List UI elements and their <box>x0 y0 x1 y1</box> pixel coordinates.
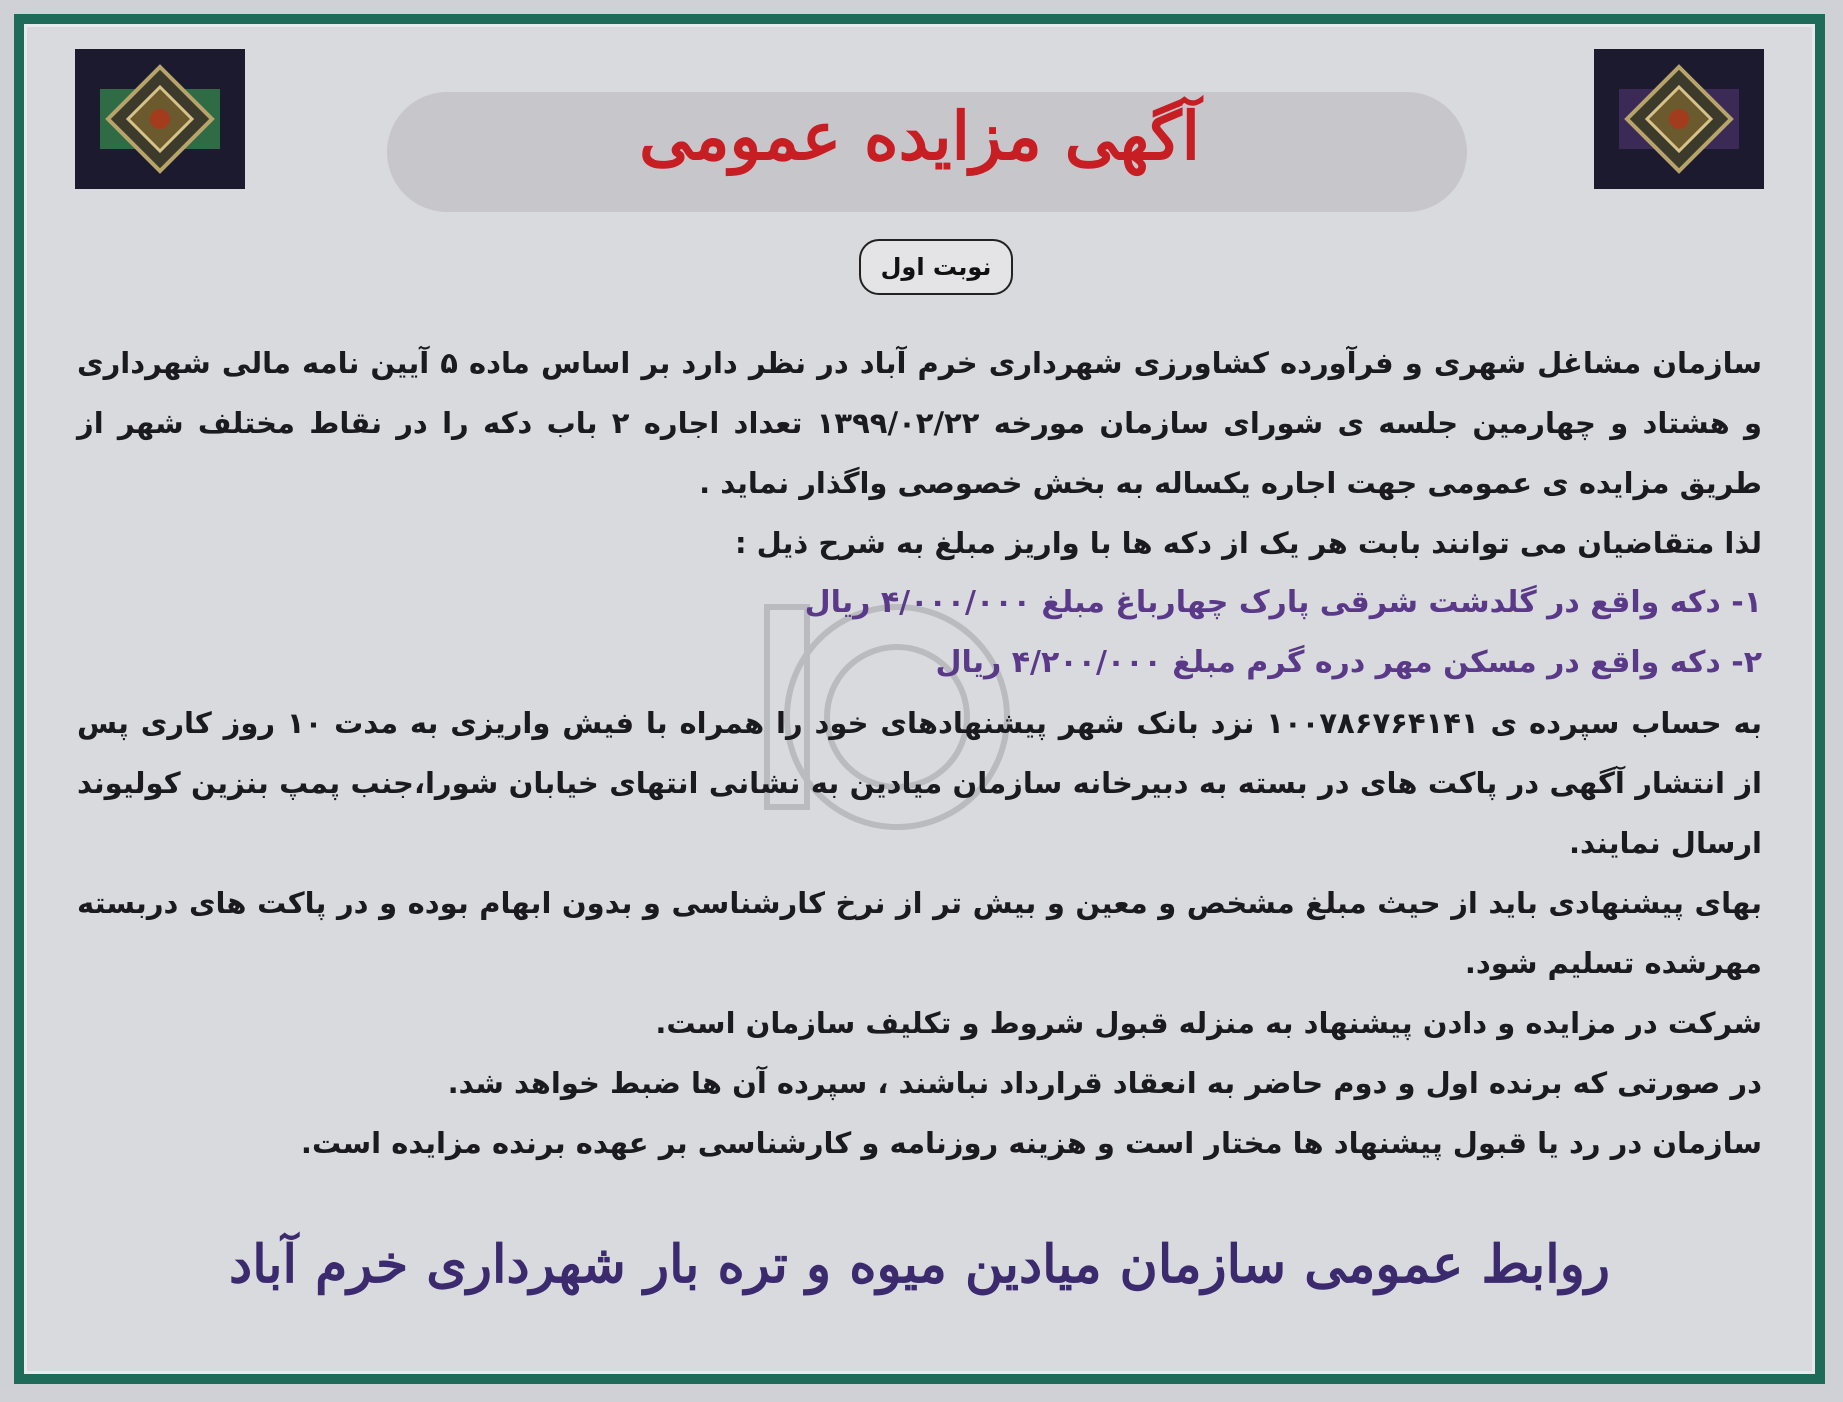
notice-title: آگهی مزایده عمومی <box>639 97 1200 175</box>
list-item: ۱- دکه واقع در گلدشت شرقی پارک چهارباغ مبلغ ۴/۰۰۰/۰۰۰ ریال <box>804 585 1762 620</box>
notice-body <box>77 333 1762 1173</box>
paragraph-4: شرکت در مزایده و دادن پیشنهاد به منزله قبول شروط و تکلیف سازمان است. <box>655 1006 1762 1040</box>
notice-frame <box>14 14 1825 1384</box>
paragraph-3: بهای پیشنهادی باید از حیث مبلغ مشخص و معین و بیش تر از نرخ کارشناسی و بدون ابهام بوده و در پاکت های دربسته مهرشده تسلیم شود. <box>77 886 1762 980</box>
intro-line: لذا متقاضیان می توانند بابت هر یک از دکه ها با واریز مبلغ به شرح ذیل : <box>734 526 1762 560</box>
paragraph-1: سازمان مشاغل شهری و فرآورده کشاورزی شهرداری خرم آباد در نظر دارد بر اساس ماده ۵ آیین نامه مالی شهرداری و هشتاد و چهارمین جلسه ی شورای سازمان مورخه ۱۳۹۹/۰۲/۲۲ تعداد اجاره ۲ باب دکه را در نقاط مختلف شهر از طریق مزایده ی عمومی جهت اجاره یکساله به بخش خصوصی واگذار نماید . <box>77 346 1763 500</box>
paragraph-5: در صورتی که برنده اول و دوم حاضر به انعقاد قرارداد نباشند ، سپرده آن ها ضبط خواهد شد. <box>447 1066 1762 1100</box>
paragraph-6: سازمان در رد یا قبول پیشنهاد ها مختار است و هزینه روزنامه و کارشناسی بر عهده برنده مزایده است. <box>300 1126 1762 1160</box>
footer-signature: روابط عمومی سازمان میادین میوه و تره بار شهرداری خرم آباد <box>229 1234 1610 1295</box>
round-badge: نوبت اول <box>859 239 1013 295</box>
list-item: ۲- دکه واقع در مسکن مهر دره گرم مبلغ ۴/۲۰۰/۰۰۰ ریال <box>935 645 1762 680</box>
notice-panel <box>24 24 1815 1374</box>
paragraph-2: به حساب سپرده ی ۱۰۰۷۸۶۷۶۴۱۴۱ نزد بانک شهر پیشنهادهای خود را همراه با فیش واریزی به مدت ۱۰ روز کاری پس از انتشار آگهی در پاکت های در بسته به دبیرخانه سازمان میادین به نشانی انتهای خیابان شورا،جنب پمپ بنزین کولیوند ارسال نمایند. <box>77 706 1762 860</box>
